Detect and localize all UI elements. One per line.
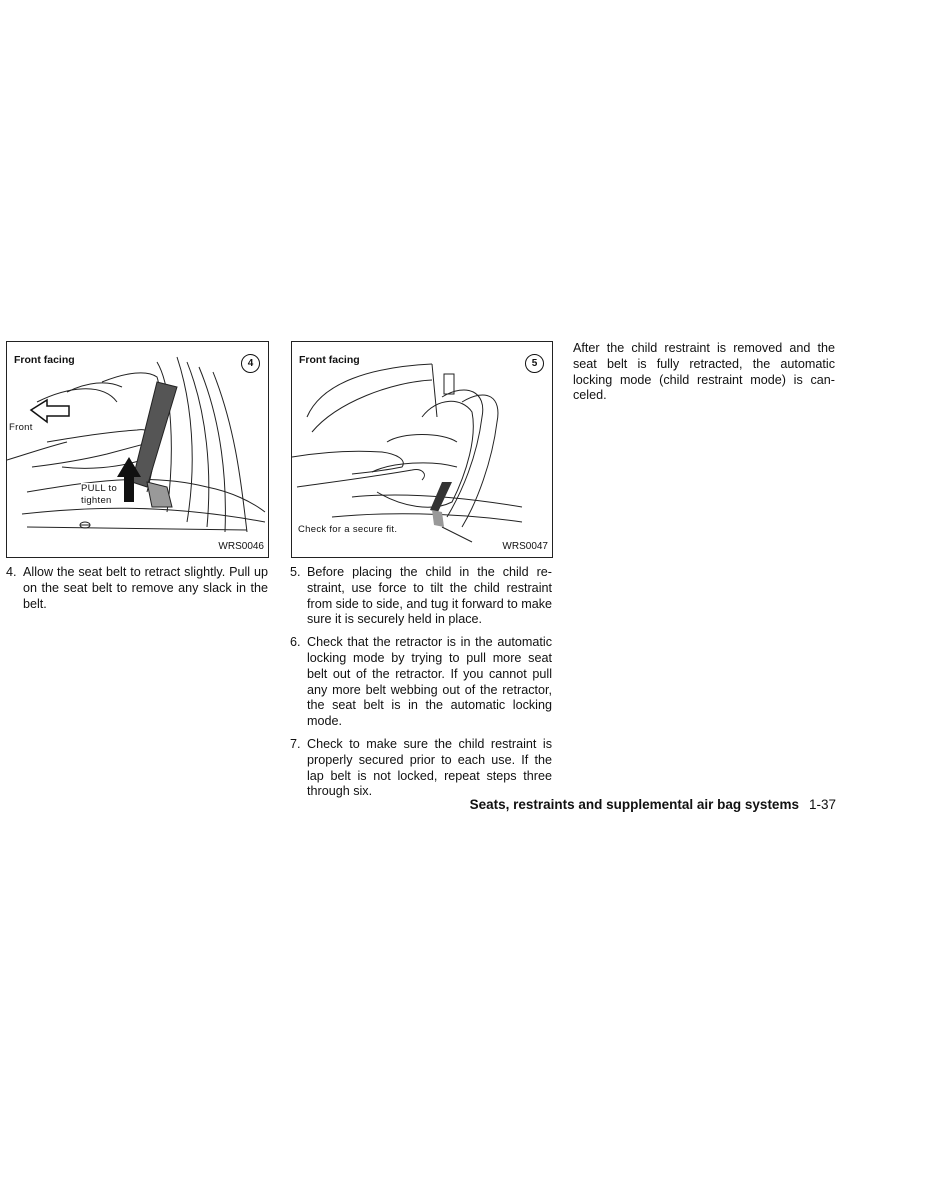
step-7 [290,737,552,800]
pull-to-tighten-label: PULL to tighten [81,483,118,506]
step-number: 4. [6,565,17,579]
step-text: Before placing the child in the child re-straint, use force to tilt the child restraint from side to side, and tug it forward to make sure it is securely held in place. [307,565,552,627]
column-3-paragraph: After the child restraint is removed and the seat belt is fully retracted, the automatic locking mode (child restraint mode) is can-celed. [573,341,835,403]
figure-4-number: 4 [241,354,260,373]
step-text: Check that the retractor is in the automatic locking mode by trying to pull more seat belt out of the retractor. If you cannot pull any more belt webbing out of the retractor, the seat belt is in the automatic locking mode. [307,635,552,729]
step-5 [290,565,552,628]
figure-5-number: 5 [525,354,544,373]
figure-4 [6,341,269,558]
front-label: Front [9,422,33,433]
page-footer [400,797,836,812]
step-number: 6. [290,635,301,650]
step-4 [6,565,268,612]
figure-5-title: Front facing [299,354,360,366]
step-number: 5. [290,565,301,579]
section-title: Seats, restraints and supplemental air bag systems [469,797,799,812]
column-2-steps [290,565,552,807]
figure-5-code: WRS0047 [502,541,548,552]
secure-fit-label: Check for a secure fit. [298,524,398,535]
figure-4-title: Front facing [14,354,75,366]
figure-5 [291,341,553,558]
step-text: Check to make sure the child restraint is properly secured prior to each use. If the lap belt is not locked, repeat steps three through six. [307,736,552,799]
page-number: 1-37 [808,797,836,812]
step-number: 7. [290,736,301,751]
step-text: Allow the seat belt to retract slightly. Pull up on the seat belt to remove any slack in the belt. [23,565,268,611]
figure-4-code: WRS0046 [218,541,264,552]
seat-belt-tighten-illustration [7,342,268,557]
column-1-steps [6,565,268,619]
step-6 [290,635,552,730]
